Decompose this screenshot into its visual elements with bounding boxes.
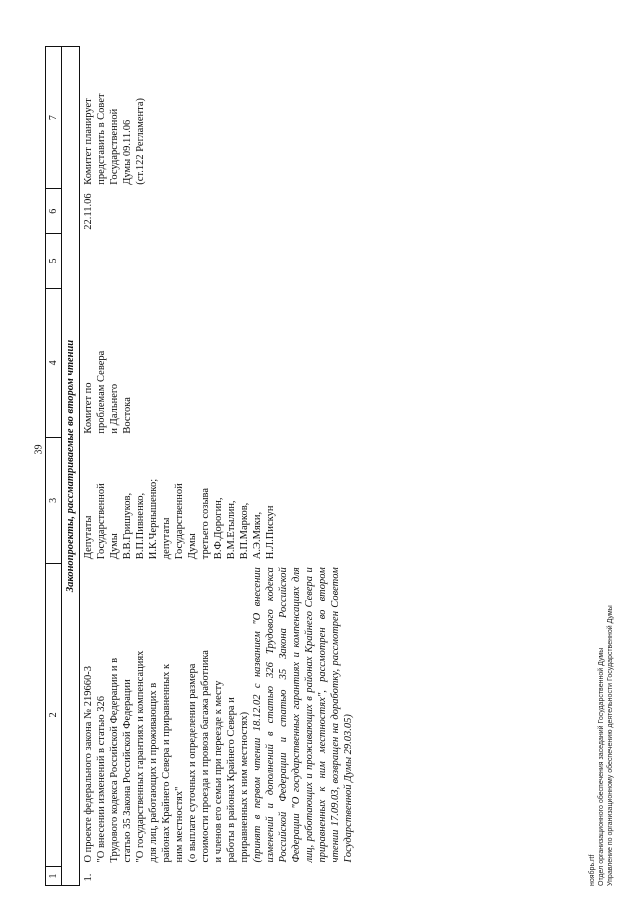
initiator-line: Депутаты (83, 515, 94, 560)
initiator-line: Н.Л.Пискун (265, 505, 276, 560)
column-header-5: 5 (46, 234, 62, 289)
initiator-line: Государственной (174, 483, 185, 560)
initiator-line: Думы (187, 533, 198, 560)
column-header-6: 6 (46, 189, 62, 234)
description-line: Трудового кодекса Российской Федерации и в (109, 657, 120, 863)
note-cell (80, 47, 358, 189)
committee-line: и Дальнего (109, 383, 120, 434)
section-title-row (62, 47, 80, 886)
description-line: стоимости проезда и провоза багажа работника (200, 650, 211, 863)
description-line: (о выплате суточных и определении размера (187, 663, 198, 863)
description-line: работы в районах Крайнего Севера и (226, 697, 237, 863)
description-line: О проекте федерального закона № 219660-3 (83, 666, 94, 863)
responsible-committee (80, 288, 358, 437)
column-header-2: 2 (46, 563, 62, 866)
initiator-line: В.М.Етылин, (226, 500, 237, 560)
initiator-line: Государственной (96, 483, 107, 560)
committee-line: проблемам Севера (96, 350, 107, 434)
description-note: (принят в первом чтении 18.12.02 с названием "О внесении изменений и дополнений в статью 326 Трудового кодекса Российской Федерации и статью 35 Закона Российской Федерации "О государственных гарантиях и компенсациях для лиц, работающих и проживающих в районах Крайнего Севера и приравненных к ним местностях", рассмотрен во втором чтении 17.09.03, возвращен на доработку, рассмотрен Советом Государственной Думы 29.03.05) (252, 567, 354, 863)
column-5-cell (80, 234, 358, 289)
rotated-document (45, 46, 585, 886)
description-line: "О внесении изменений в статью 326 (96, 695, 107, 863)
initiator-line: третьего созыва (200, 488, 211, 560)
section-title: Законопроекты, рассматриваемые во втором чтении (62, 47, 80, 886)
document-footer (588, 386, 615, 886)
column-header-3: 3 (46, 438, 62, 564)
initiator-line: Думы (109, 533, 120, 560)
note-line: (ст.122 Регламента) (135, 97, 146, 185)
initiator-line: И.К.Чернышенко; (148, 478, 159, 560)
initiator-line: В.Ф.Дорогин, (213, 497, 224, 560)
column-header-1: 1 (46, 867, 62, 886)
initiator-line: В.В.Гришуков, (122, 492, 133, 560)
initiator-line: В.П.Марков, (239, 502, 250, 560)
column-header-7: 7 (46, 47, 62, 189)
page-number: 39 (33, 444, 45, 455)
bill-table (45, 46, 357, 886)
description-line: ним местностях" (174, 786, 185, 863)
bill-description (80, 563, 358, 866)
committee-line: Комитет по (83, 382, 94, 434)
date-cell: 22.11.06 (83, 193, 94, 230)
note-line: Думы 09.11.06 (122, 119, 133, 185)
note-line: представить в Совет (96, 93, 107, 185)
column-header-4: 4 (46, 288, 62, 437)
footer-filename: ноябрь.rtf (589, 854, 596, 886)
bill-initiators (80, 438, 358, 564)
note-line: Государственной (109, 108, 120, 185)
note-line: Комитет планирует (83, 98, 94, 185)
initiator-line: А.Э.Мяки, (252, 511, 263, 560)
description-line: "О государственных гарантиях и компенсациях (135, 650, 146, 863)
footer-department: Отдел организационного обеспечения заседаний Государственной Думы (598, 647, 605, 886)
row-number: 1. (83, 873, 94, 882)
description-line: районах Крайнего Севера и приравненных к (161, 663, 172, 863)
description-line: приравненных к ним местностях) (239, 711, 250, 863)
footer-directorate: Управление по организационному обеспечению деятельности Государственной Думы (607, 605, 614, 886)
committee-line: Востока (122, 397, 133, 434)
description-line: для лиц, работающих и проживающих в (148, 682, 159, 863)
initiator-line: В.П.Пивненко, (135, 492, 146, 560)
description-line: и членов его семьи при переезде к месту (213, 680, 224, 863)
column-number-header-row (46, 47, 62, 886)
table-row (80, 47, 358, 886)
description-line: статью 35 Закона Российской Федерации (122, 679, 133, 863)
initiator-line: депутаты (161, 517, 172, 560)
